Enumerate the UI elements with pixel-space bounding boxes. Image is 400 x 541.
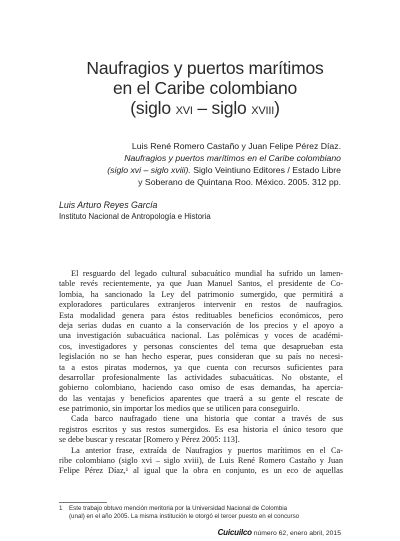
title-line-1: Naufragios y puertos marítimos — [86, 58, 324, 78]
running-foot — [218, 528, 341, 537]
body-line: Esta modalidad genera para éstos redituables beneficios económicos, pero — [59, 310, 343, 320]
footnote-text-2: (unal) en el año 2005. La misma institución le otorgó el tercer puesto en el concurso — [69, 513, 300, 520]
reference-line-4: y Soberano de Quintana Roo. México. 2005. 312 pp. — [138, 177, 341, 187]
title-century-xvi: XVI — [175, 105, 193, 117]
reference-authors: Luis René Romero Castaño y Juan Felipe Pérez Díaz. — [131, 141, 341, 151]
body-line: se debe buscar y rescatar [Romero y Pérez 2005: 113]. — [59, 435, 240, 445]
body-line: lombia, ha sancionado la Ley del patrimonio sumergido, que permitirá a — [59, 289, 343, 299]
footnote-rule — [59, 502, 107, 503]
reference-publisher: Siglo Veintiuno Editores / Estado Libre — [190, 165, 341, 175]
footnote-line-1 — [59, 505, 345, 513]
body-line: do las ventajas y beneficios aparentes que traerá a su gente el rescate de — [59, 393, 343, 403]
body-line: desarrollar profesionalmente las actividades subacuáticas. No obstante, el — [59, 372, 343, 382]
body-line: table revés recientemente, ya que Juan Manuel Santos, el presidente de Co- — [59, 279, 343, 289]
body-line: deja serias dudas en cuanto a la conservación de los precios y el apoyo a — [59, 320, 343, 330]
body-line: legislación no se han hecho esperar, pues consideran que su país no necesi- — [59, 352, 343, 362]
body-line: Cada barco naufragado tiene una historia que contar a través de sus — [71, 414, 343, 424]
title-line-3-open: (siglo — [130, 98, 176, 118]
body-text — [59, 269, 343, 477]
body-line: cos, investigadores y personas conscientes del tema que desaprueban esta — [59, 341, 343, 351]
title-century-xviii: XVIII — [251, 105, 275, 117]
body-line: ta a estos piratas modernos, ya que cuenta con recursos suficientes para — [59, 362, 343, 372]
journal-logo: Cuicuilco — [217, 528, 252, 537]
reference-centuries: (siglo xvi – siglo xviii). — [107, 165, 191, 175]
body-line: El resguardo del legado cultural subacuático mundial ha sufrido un lamen- — [71, 269, 343, 278]
body-line: gobierno colombiano, haciendo caso omiso de esas demandas, ha apercia- — [59, 383, 343, 393]
body-line: ribe colombiano (siglo xvi – siglo xviii), de Luis René Romero Castaño y Juan — [59, 456, 343, 466]
page-title — [70, 58, 340, 121]
issue-info: número 62, enero abril, 2015 — [251, 530, 341, 537]
body-line: Felipe Pérez Díaz,¹ al igual que la obra en conjunto, es un eco de aquellas — [59, 466, 343, 476]
title-line-3-dash: – siglo — [192, 98, 252, 118]
reference-book-title: Naufragios y puertos marítimos en el Caribe colombiano — [124, 153, 341, 163]
book-reference — [51, 140, 341, 188]
title-line-3-close: ) — [274, 98, 280, 118]
reviewer-name: Luis Arturo Reyes García — [59, 200, 158, 210]
reviewer-institution: Instituto Nacional de Antropología e Historia — [59, 212, 211, 221]
body-line: una investigación subacuática nacional. Las polémicas y voces de académi- — [59, 331, 343, 341]
body-line: exploradores particulares extranjeros intervenir en restos de naufragios. — [59, 300, 343, 310]
footnote — [59, 505, 345, 521]
body-line: registros escritos y sus restos sumergidos. Es esa historia el único tesoro que — [59, 424, 343, 434]
title-line-2: en el Caribe colombiano — [112, 78, 298, 98]
title-line-3 — [70, 98, 340, 121]
footnote-line-2 — [59, 513, 345, 521]
body-line: ese patrimonio, sin importar los medios que se utilicen para conseguirlo. — [59, 404, 300, 414]
footnote-number: 1 — [59, 505, 63, 512]
footnote-text-1: Este trabajo obtuvo mención meritoria por la Universidad Nacional de Colombia — [69, 505, 288, 512]
reference-line-3 — [51, 164, 341, 176]
body-line: La anterior frase, extraída de Naufragios y puertos marítimos en el Ca- — [71, 445, 343, 455]
